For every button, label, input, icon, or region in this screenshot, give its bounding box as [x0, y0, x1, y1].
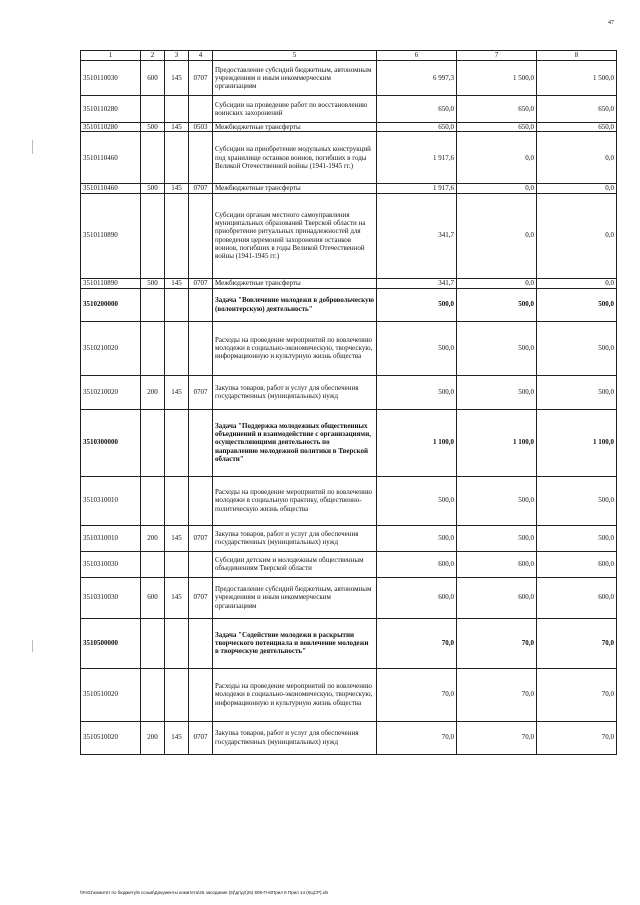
table-cell-v8: 600,0	[537, 551, 617, 577]
table-cell-c2: 200	[141, 375, 165, 409]
table-cell-desc: Предоставление субсидий бюджетным, автономным учреждениям и иным некоммерческим организациям	[213, 577, 377, 618]
table-cell-c4: 0707	[189, 525, 213, 551]
table-cell-v7: 650,0	[457, 96, 537, 123]
table-cell-v6: 600,0	[377, 551, 457, 577]
table-row	[81, 668, 617, 721]
table-cell-c4	[189, 668, 213, 721]
table-cell-c3	[165, 132, 189, 184]
column-header: 4	[189, 51, 213, 61]
table-cell-c4	[189, 618, 213, 668]
table-cell-v6: 1 917,6	[377, 184, 457, 193]
table-cell-c2: 200	[141, 721, 165, 754]
table-cell-v6: 6 997,3	[377, 61, 457, 96]
table-row	[81, 476, 617, 525]
table-cell-c4	[189, 476, 213, 525]
table-cell-c3	[165, 321, 189, 375]
table-body	[81, 61, 617, 755]
table-cell-v8: 70,0	[537, 618, 617, 668]
table-cell-c2	[141, 288, 165, 321]
table-cell-code: 3510110280	[81, 96, 141, 123]
table-cell-v7: 500,0	[457, 321, 537, 375]
table-cell-code: 3510210020	[81, 321, 141, 375]
table-cell-c3: 145	[165, 375, 189, 409]
file-path-footer: \\Fs01\комитет по бюджету\6 созыв\Документы комитета\26 заседание (5)\дг\дг(26) 508-П-6\Прил 8 Прил 14 (КЦСР).xls	[80, 890, 329, 895]
table-cell-v7: 1 500,0	[457, 61, 537, 96]
table-cell-v6: 500,0	[377, 375, 457, 409]
table-cell-code: 3510210020	[81, 375, 141, 409]
table-cell-c2	[141, 668, 165, 721]
table-cell-v6: 650,0	[377, 123, 457, 132]
table-cell-c4	[189, 288, 213, 321]
table-cell-code: 3510300000	[81, 409, 141, 476]
table-row	[81, 288, 617, 321]
table-cell-c4: 0707	[189, 184, 213, 193]
column-header: 2	[141, 51, 165, 61]
table-cell-v7: 600,0	[457, 577, 537, 618]
table-cell-desc: Задача "Поддержка молодежных общественных объединений и взаимодействие с организациями, осуществляющими деятельность по направлению молодежной политики в Тверской области"	[213, 409, 377, 476]
table-cell-c4: 0707	[189, 61, 213, 96]
table-cell-desc: Субсидии на приобретение модульных конструкций под хранилище останков воинов, погибших в годы Великой Отечественной войны (1941-1945 гг.)	[213, 132, 377, 184]
table-cell-c4	[189, 551, 213, 577]
table-cell-v6: 500,0	[377, 321, 457, 375]
table-cell-code: 3510310030	[81, 551, 141, 577]
table-cell-c2	[141, 409, 165, 476]
table-cell-v6: 1 917,6	[377, 132, 457, 184]
table-cell-code: 3510110280	[81, 123, 141, 132]
table-row	[81, 132, 617, 184]
table-cell-v6: 500,0	[377, 476, 457, 525]
table-cell-v8: 600,0	[537, 577, 617, 618]
table-cell-c4	[189, 96, 213, 123]
table-cell-v7: 500,0	[457, 375, 537, 409]
table-cell-v8: 70,0	[537, 721, 617, 754]
table-cell-desc: Закупка товаров, работ и услуг для обеспечения государственных (муниципальных) нужд	[213, 375, 377, 409]
table-cell-v7: 600,0	[457, 551, 537, 577]
table-cell-v8: 650,0	[537, 123, 617, 132]
table-cell-v6: 341,7	[377, 193, 457, 278]
table-cell-desc: Закупка товаров, работ и услуг для обеспечения государственных (муниципальных) нужд	[213, 525, 377, 551]
table-cell-desc: Предоставление субсидий бюджетным, автономным учреждениям и иным некоммерческим организациям	[213, 61, 377, 96]
table-cell-v8: 650,0	[537, 96, 617, 123]
table-cell-v8: 500,0	[537, 525, 617, 551]
table-row	[81, 577, 617, 618]
table-cell-c2: 500	[141, 278, 165, 288]
table-cell-desc: Субсидии на проведение работ по восстановлению воинских захоронений	[213, 96, 377, 123]
margin-mark	[32, 640, 33, 652]
table-cell-c3	[165, 618, 189, 668]
table-cell-v8: 500,0	[537, 375, 617, 409]
table-cell-v6: 500,0	[377, 288, 457, 321]
table-cell-c3	[165, 409, 189, 476]
table-cell-v8: 0,0	[537, 184, 617, 193]
table-cell-desc: Расходы на проведение мероприятий по вовлечению молодежи в социально-экономическую, творческую, информационную и культурную жизнь общества	[213, 321, 377, 375]
table-cell-c2: 600	[141, 61, 165, 96]
table-cell-code: 3510110460	[81, 132, 141, 184]
table-cell-v8: 1 100,0	[537, 409, 617, 476]
table-cell-v6: 500,0	[377, 525, 457, 551]
table-cell-desc: Межбюджетные трансферты	[213, 123, 377, 132]
table-cell-c3: 145	[165, 123, 189, 132]
table-cell-v7: 500,0	[457, 525, 537, 551]
table-row	[81, 96, 617, 123]
column-header: 3	[165, 51, 189, 61]
table-cell-c3	[165, 668, 189, 721]
table-cell-c2: 600	[141, 577, 165, 618]
table-cell-v6: 70,0	[377, 618, 457, 668]
table-row	[81, 184, 617, 193]
table-row	[81, 409, 617, 476]
table-cell-v8: 0,0	[537, 278, 617, 288]
table-row	[81, 321, 617, 375]
table-cell-code: 3510310010	[81, 525, 141, 551]
column-header: 6	[377, 51, 457, 61]
table-cell-c4: 0707	[189, 577, 213, 618]
table-cell-v7: 0,0	[457, 184, 537, 193]
table-cell-c3	[165, 476, 189, 525]
table-cell-c3: 145	[165, 278, 189, 288]
page-number: 47	[608, 20, 614, 26]
table-cell-c2	[141, 96, 165, 123]
table-cell-c2: 500	[141, 123, 165, 132]
table-cell-c3: 145	[165, 577, 189, 618]
table-row	[81, 618, 617, 668]
table-row	[81, 123, 617, 132]
margin-mark	[32, 140, 33, 154]
table-cell-c2: 500	[141, 184, 165, 193]
table-cell-v8: 500,0	[537, 288, 617, 321]
table-cell-c2	[141, 132, 165, 184]
table-cell-code: 3510110890	[81, 278, 141, 288]
table-cell-code: 3510310030	[81, 577, 141, 618]
table-cell-code: 3510510020	[81, 721, 141, 754]
column-header: 5	[213, 51, 377, 61]
table-row	[81, 193, 617, 278]
table-cell-v6: 600,0	[377, 577, 457, 618]
table-cell-desc: Расходы на проведение мероприятий по вовлечению молодежи в социально-экономическую, творческую, информационную и культурную жизнь общества	[213, 668, 377, 721]
table-cell-c3: 145	[165, 721, 189, 754]
table-row	[81, 61, 617, 96]
column-header: 7	[457, 51, 537, 61]
table-cell-c3: 145	[165, 184, 189, 193]
table-row	[81, 525, 617, 551]
table-cell-c4	[189, 409, 213, 476]
table-cell-desc: Задача "Вовлечение молодежи в добровольческую (волонтерскую) деятельность"	[213, 288, 377, 321]
table-cell-desc: Межбюджетные трансферты	[213, 278, 377, 288]
table-row	[81, 278, 617, 288]
table-cell-v7: 0,0	[457, 132, 537, 184]
table-cell-c4: 0707	[189, 278, 213, 288]
table-cell-v6: 1 100,0	[377, 409, 457, 476]
table-cell-desc: Расходы на проведение мероприятий по вовлечению молодежи в социальную практику, общественно-политическую жизнь общества	[213, 476, 377, 525]
table-cell-v8: 0,0	[537, 193, 617, 278]
table-cell-c4	[189, 193, 213, 278]
table-cell-c2	[141, 551, 165, 577]
table-cell-v8: 500,0	[537, 476, 617, 525]
table-cell-code: 3510110460	[81, 184, 141, 193]
column-number-row	[81, 51, 617, 61]
table-cell-v7: 70,0	[457, 668, 537, 721]
table-cell-v7: 500,0	[457, 288, 537, 321]
table-cell-c3: 145	[165, 525, 189, 551]
table-cell-desc: Закупка товаров, работ и услуг для обеспечения государственных (муниципальных) нужд	[213, 721, 377, 754]
column-header: 8	[537, 51, 617, 61]
table-row	[81, 721, 617, 754]
table-cell-c3	[165, 551, 189, 577]
table-cell-c3: 145	[165, 61, 189, 96]
table-cell-c2	[141, 618, 165, 668]
table-cell-desc: Субсидии органам местного самоуправления муниципальных образований Тверской области на приобретение ритуальных принадлежностей для проведения церемоний захоронения останков воинов, погибших в годы Великой Отечественной войны (1941-1945 гг.)	[213, 193, 377, 278]
table-cell-c2	[141, 193, 165, 278]
table-cell-desc: Межбюджетные трансферты	[213, 184, 377, 193]
table-cell-desc: Задача "Содействие молодежи в раскрытии творческого потенциала и вовлечение молодежи в творческую деятельность"	[213, 618, 377, 668]
table-cell-desc: Субсидии детским и молодежным общественным объединениям Тверской области	[213, 551, 377, 577]
budget-table	[80, 50, 617, 755]
table-cell-c2	[141, 476, 165, 525]
table-cell-v8: 0,0	[537, 132, 617, 184]
table-cell-v8: 500,0	[537, 321, 617, 375]
table-row	[81, 551, 617, 577]
table-cell-v7: 70,0	[457, 618, 537, 668]
table-cell-c2: 200	[141, 525, 165, 551]
table-cell-c3	[165, 193, 189, 278]
column-header: 1	[81, 51, 141, 61]
table-cell-v7: 0,0	[457, 278, 537, 288]
table-cell-v7: 0,0	[457, 193, 537, 278]
table-cell-v7: 650,0	[457, 123, 537, 132]
table-cell-c4: 0503	[189, 123, 213, 132]
table-cell-code: 3510500000	[81, 618, 141, 668]
table-cell-v8: 70,0	[537, 668, 617, 721]
table-cell-v6: 341,7	[377, 278, 457, 288]
table-cell-code: 3510110030	[81, 61, 141, 96]
table-cell-c3	[165, 288, 189, 321]
table-cell-c4	[189, 321, 213, 375]
table-cell-code: 3510510020	[81, 668, 141, 721]
table-cell-v7: 500,0	[457, 476, 537, 525]
table-cell-v7: 1 100,0	[457, 409, 537, 476]
table-cell-c2	[141, 321, 165, 375]
table-cell-c4: 0707	[189, 721, 213, 754]
table-cell-v6: 70,0	[377, 668, 457, 721]
table-cell-v6: 70,0	[377, 721, 457, 754]
table-cell-code: 3510310010	[81, 476, 141, 525]
table-cell-v8: 1 500,0	[537, 61, 617, 96]
table-cell-c3	[165, 96, 189, 123]
table-cell-code: 3510200000	[81, 288, 141, 321]
table-cell-v7: 70,0	[457, 721, 537, 754]
table-cell-c4: 0707	[189, 375, 213, 409]
table-cell-code: 3510110890	[81, 193, 141, 278]
table-cell-v6: 650,0	[377, 96, 457, 123]
table-cell-c4	[189, 132, 213, 184]
table-row	[81, 375, 617, 409]
